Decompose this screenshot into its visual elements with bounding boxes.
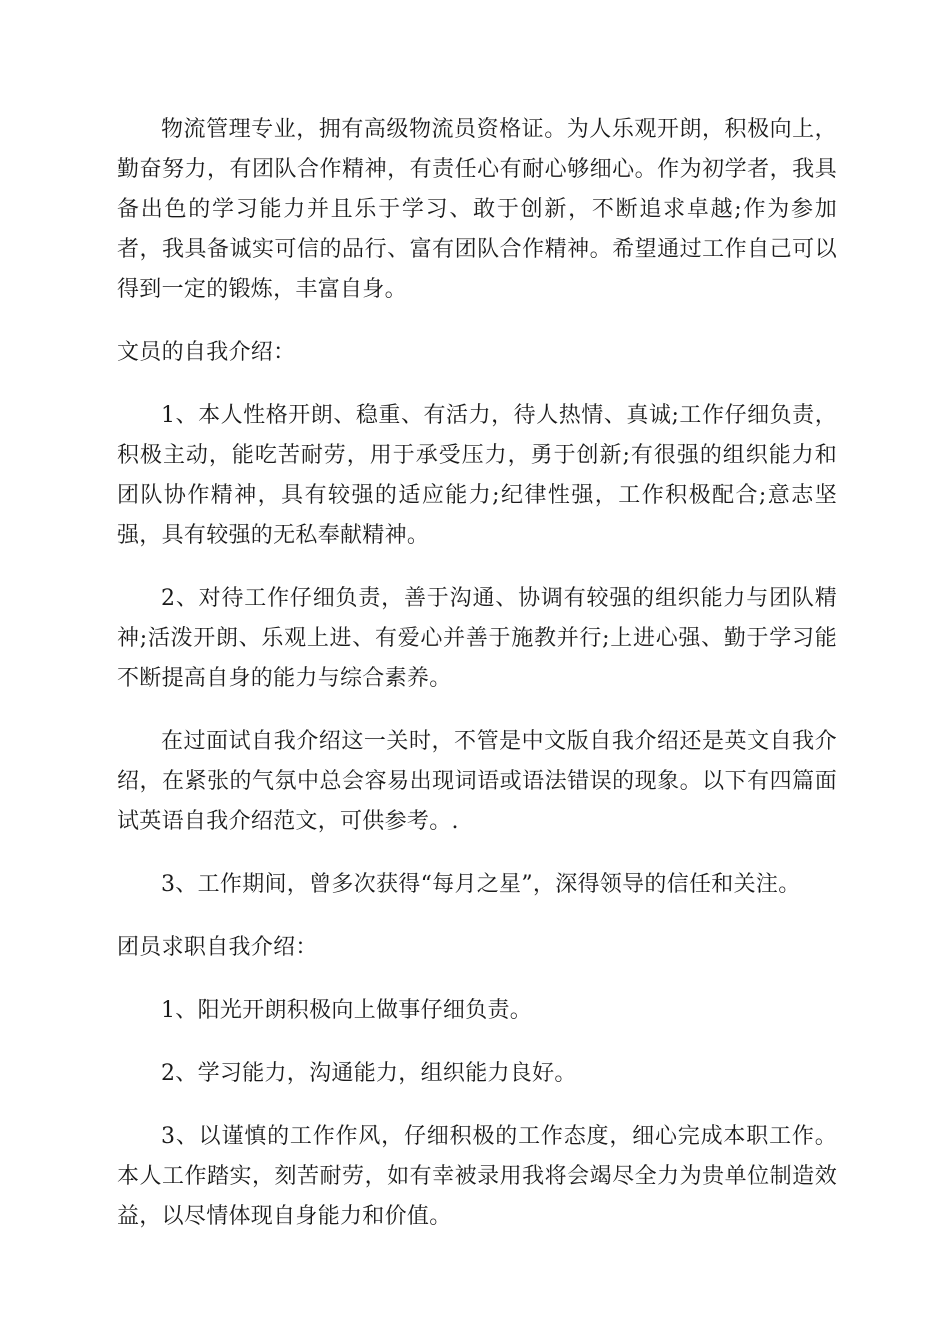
paragraph-member-item-2: 2、学习能力，沟通能力，组织能力良好。 <box>161 1061 577 1086</box>
paragraph-interview-note: 在过面试自我介绍这一关时，不管是中文版自我介绍还是英文自我介绍，在紧张的气氛中总会容易出现词语或语法错误的现象。以下有四篇面试英语自我介绍范文，可供参考。. <box>117 729 837 834</box>
paragraph-clerk-item-3: 3、工作期间，曾多次获得“每月之星”，深得领导的信任和关注。 <box>161 872 801 897</box>
paragraph-member-item-1: 1、阳光开朗积极向上做事仔细负责。 <box>161 998 533 1023</box>
paragraph-clerk-item-2: 2、对待工作仔细负责，善于沟通、协调有较强的组织能力与团队精神;活泼开朗、乐观上进、有爱心并善于施教并行;上进心强、勤于学习能不断提高自身的能力与综合素养。 <box>117 586 837 691</box>
paragraph-clerk-item-1: 1、本人性格开朗、稳重、有活力，待人热情、真诚;工作仔细负责，积极主动，能吃苦耐劳，用于承受压力，勇于创新;有很强的组织能力和团队协作精神，具有较强的适应能力;纪律性强，工作积极配合;意志坚强，具有较强的无私奉献精神。 <box>117 403 837 548</box>
paragraph-intro: 物流管理专业，拥有高级物流员资格证。为人乐观开朗，积极向上，勤奋努力，有团队合作精神，有责任心有耐心够细心。作为初学者，我具备出色的学习能力并且乐于学习、敢于创新，不断追求卓越;作为参加者，我具备诚实可信的品行、富有团队合作精神。希望通过工作自己可以得到一定的锻炼，丰富自身。 <box>117 117 837 302</box>
document-body <box>117 110 837 1260</box>
paragraph-member-item-3: 3、以谨慎的工作作风，仔细积极的工作态度，细心完成本职工作。本人工作踏实，刻苦耐劳，如有幸被录用我将会竭尽全力为贵单位制造效益，以尽情体现自身能力和价值。 <box>117 1124 837 1229</box>
heading-member-self-intro: 团员求职自我介绍： <box>117 935 318 960</box>
heading-clerk-self-intro: 文员的自我介绍： <box>117 340 296 365</box>
